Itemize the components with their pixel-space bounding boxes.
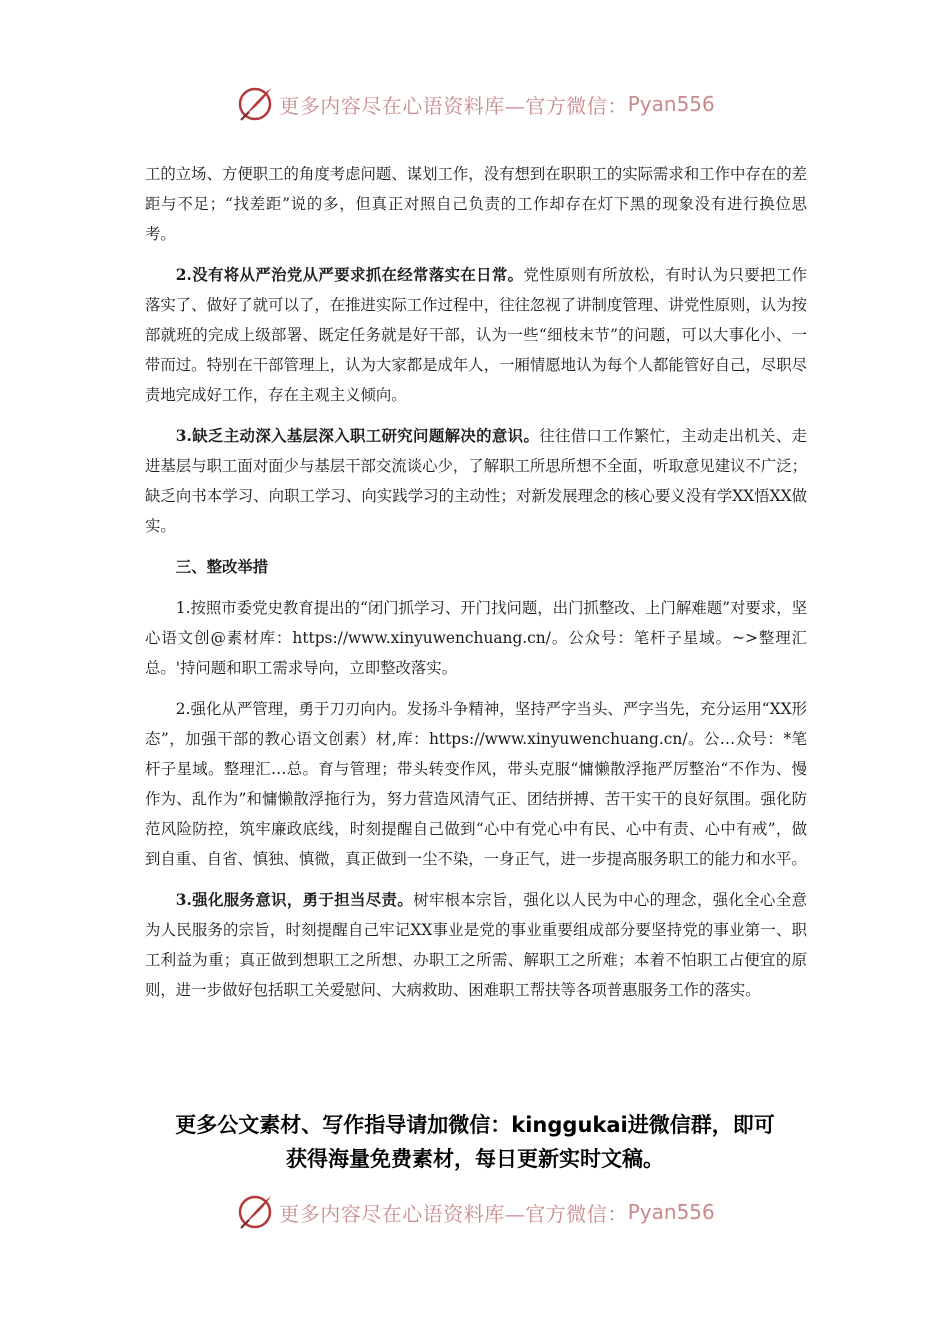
banner-text: 更多内容尽在心语资料库—官方微信： bbox=[279, 93, 628, 118]
section-heading: 三、整改举措 bbox=[175, 558, 269, 576]
promo-line-1: 更多公文素材、写作指导请加微信：kinggukai进微信群，即可 bbox=[175, 1113, 775, 1137]
banner-wechat-id: Pyan556 bbox=[627, 92, 715, 116]
banner-text: 更多内容尽在心语资料库—官方微信： bbox=[279, 1201, 628, 1226]
paragraph-item-2 bbox=[145, 260, 807, 410]
paragraph-item-3 bbox=[145, 421, 807, 541]
item-2-body: 党性原则有所放松，有时认为只要把工作落实了、做好了就可以了，在推进实际工作过程中，往往忽视了讲制度管理、讲党性原则，认为按部就班的完成上级部署、既定任务就是好干部，认为一些“细枝末节”的问题，可以大事化小、一带而过。特别在干部管理上，认为大家都是成年人，一厢情愿地认为每个人都能管好自己，尽职尽责地完成好工作，存在主观主义倾向。 bbox=[145, 266, 807, 404]
header-banner bbox=[0, 82, 950, 126]
item-2-heading: 2.没有将从严治党从严要求抓在经常落实在日常。 bbox=[175, 266, 524, 284]
item-3-body: 往往借口工作繁忙，主动走出机关、走进基层与职工面对面少与基层干部交流谈心少，了解职工所思所想不全面，听取意见建议不广泛；缺乏向书本学习、向职工学习、向实践学习的主动性；对新发展理念的核心要义没有学XX悟XX做实。 bbox=[145, 427, 807, 535]
document-body bbox=[145, 159, 807, 1016]
promo-line-2: 获得海量免费素材，每日更新实时文稿。 bbox=[286, 1147, 664, 1171]
promo-notice bbox=[120, 1108, 830, 1176]
paragraph-measure-2: 2.强化从严管理，勇于刀刃向内。发扬斗争精神，坚持严字当头、严字当先，充分运用“XX形态”，加强干部的教心语文创素）材,库：https://www.xinyuwenchuang.cn/。公…众号：*笔杆子星域。整理汇…总。育与管理；带头转变作风，带头克服“慵懒散浮拖严厉整治“不作为、慢作为、乱作为”和慵懒散浮拖行为，努力营造风清气正、团结拼搏、苦干实干的良好氛围。强化防范风险防控，筑牢廉政底线，时刻提醒自己做到“心中有党心中有民、心中有责、心中有戒”，做到自重、自省、慎独、慎微，真正做到一尘不染，一身正气，进一步提高服务职工的能力和水平。 bbox=[145, 700, 807, 868]
paragraph-continuation: 工的立场、方便职工的角度考虑问题、谋划工作，没有想到在职职工的实际需求和工作中存在的差距与不足；“找差距”说的多，但真正对照自己负责的工作却存在灯下黑的现象没有进行换位思考。 bbox=[145, 165, 807, 243]
item-3-heading: 3.缺乏主动深入基层深入职工研究问题解决的意识。 bbox=[175, 427, 540, 445]
quill-logo-icon bbox=[235, 1192, 275, 1232]
quill-logo-icon bbox=[235, 84, 275, 124]
footer-banner bbox=[0, 1190, 950, 1234]
banner-wechat-id: Pyan556 bbox=[627, 1200, 715, 1224]
measure-3-heading: 3.强化服务意识，勇于担当尽责。 bbox=[175, 891, 414, 909]
measure-3-body: 树牢根本宗旨，强化以人民为中心的理念，强化全心全意为人民服务的宗旨，时刻提醒自己牢记XX事业是党的事业重要组成部分要坚持党的事业第一、职工利益为重；真正做到想职工之所想、办职工之所需、解职工之所难；本着不怕职工占便宜的原则，进一步做好包括职工关爱慰问、大病救助、困难职工帮扶等各项普惠服务工作的落实。 bbox=[145, 891, 807, 999]
paragraph-measure-1: 1.按照市委党史教育提出的“闭门抓学习、开门找问题，出门抓整改、上门解难题”对要求，坚心语文创@素材库：https://www.xinyuwenchuang.cn/。公众号：笔杆子星域。~>整理汇总。'持问题和职工需求导向，立即整改落实。 bbox=[145, 599, 807, 677]
paragraph-measure-3 bbox=[145, 885, 807, 1005]
